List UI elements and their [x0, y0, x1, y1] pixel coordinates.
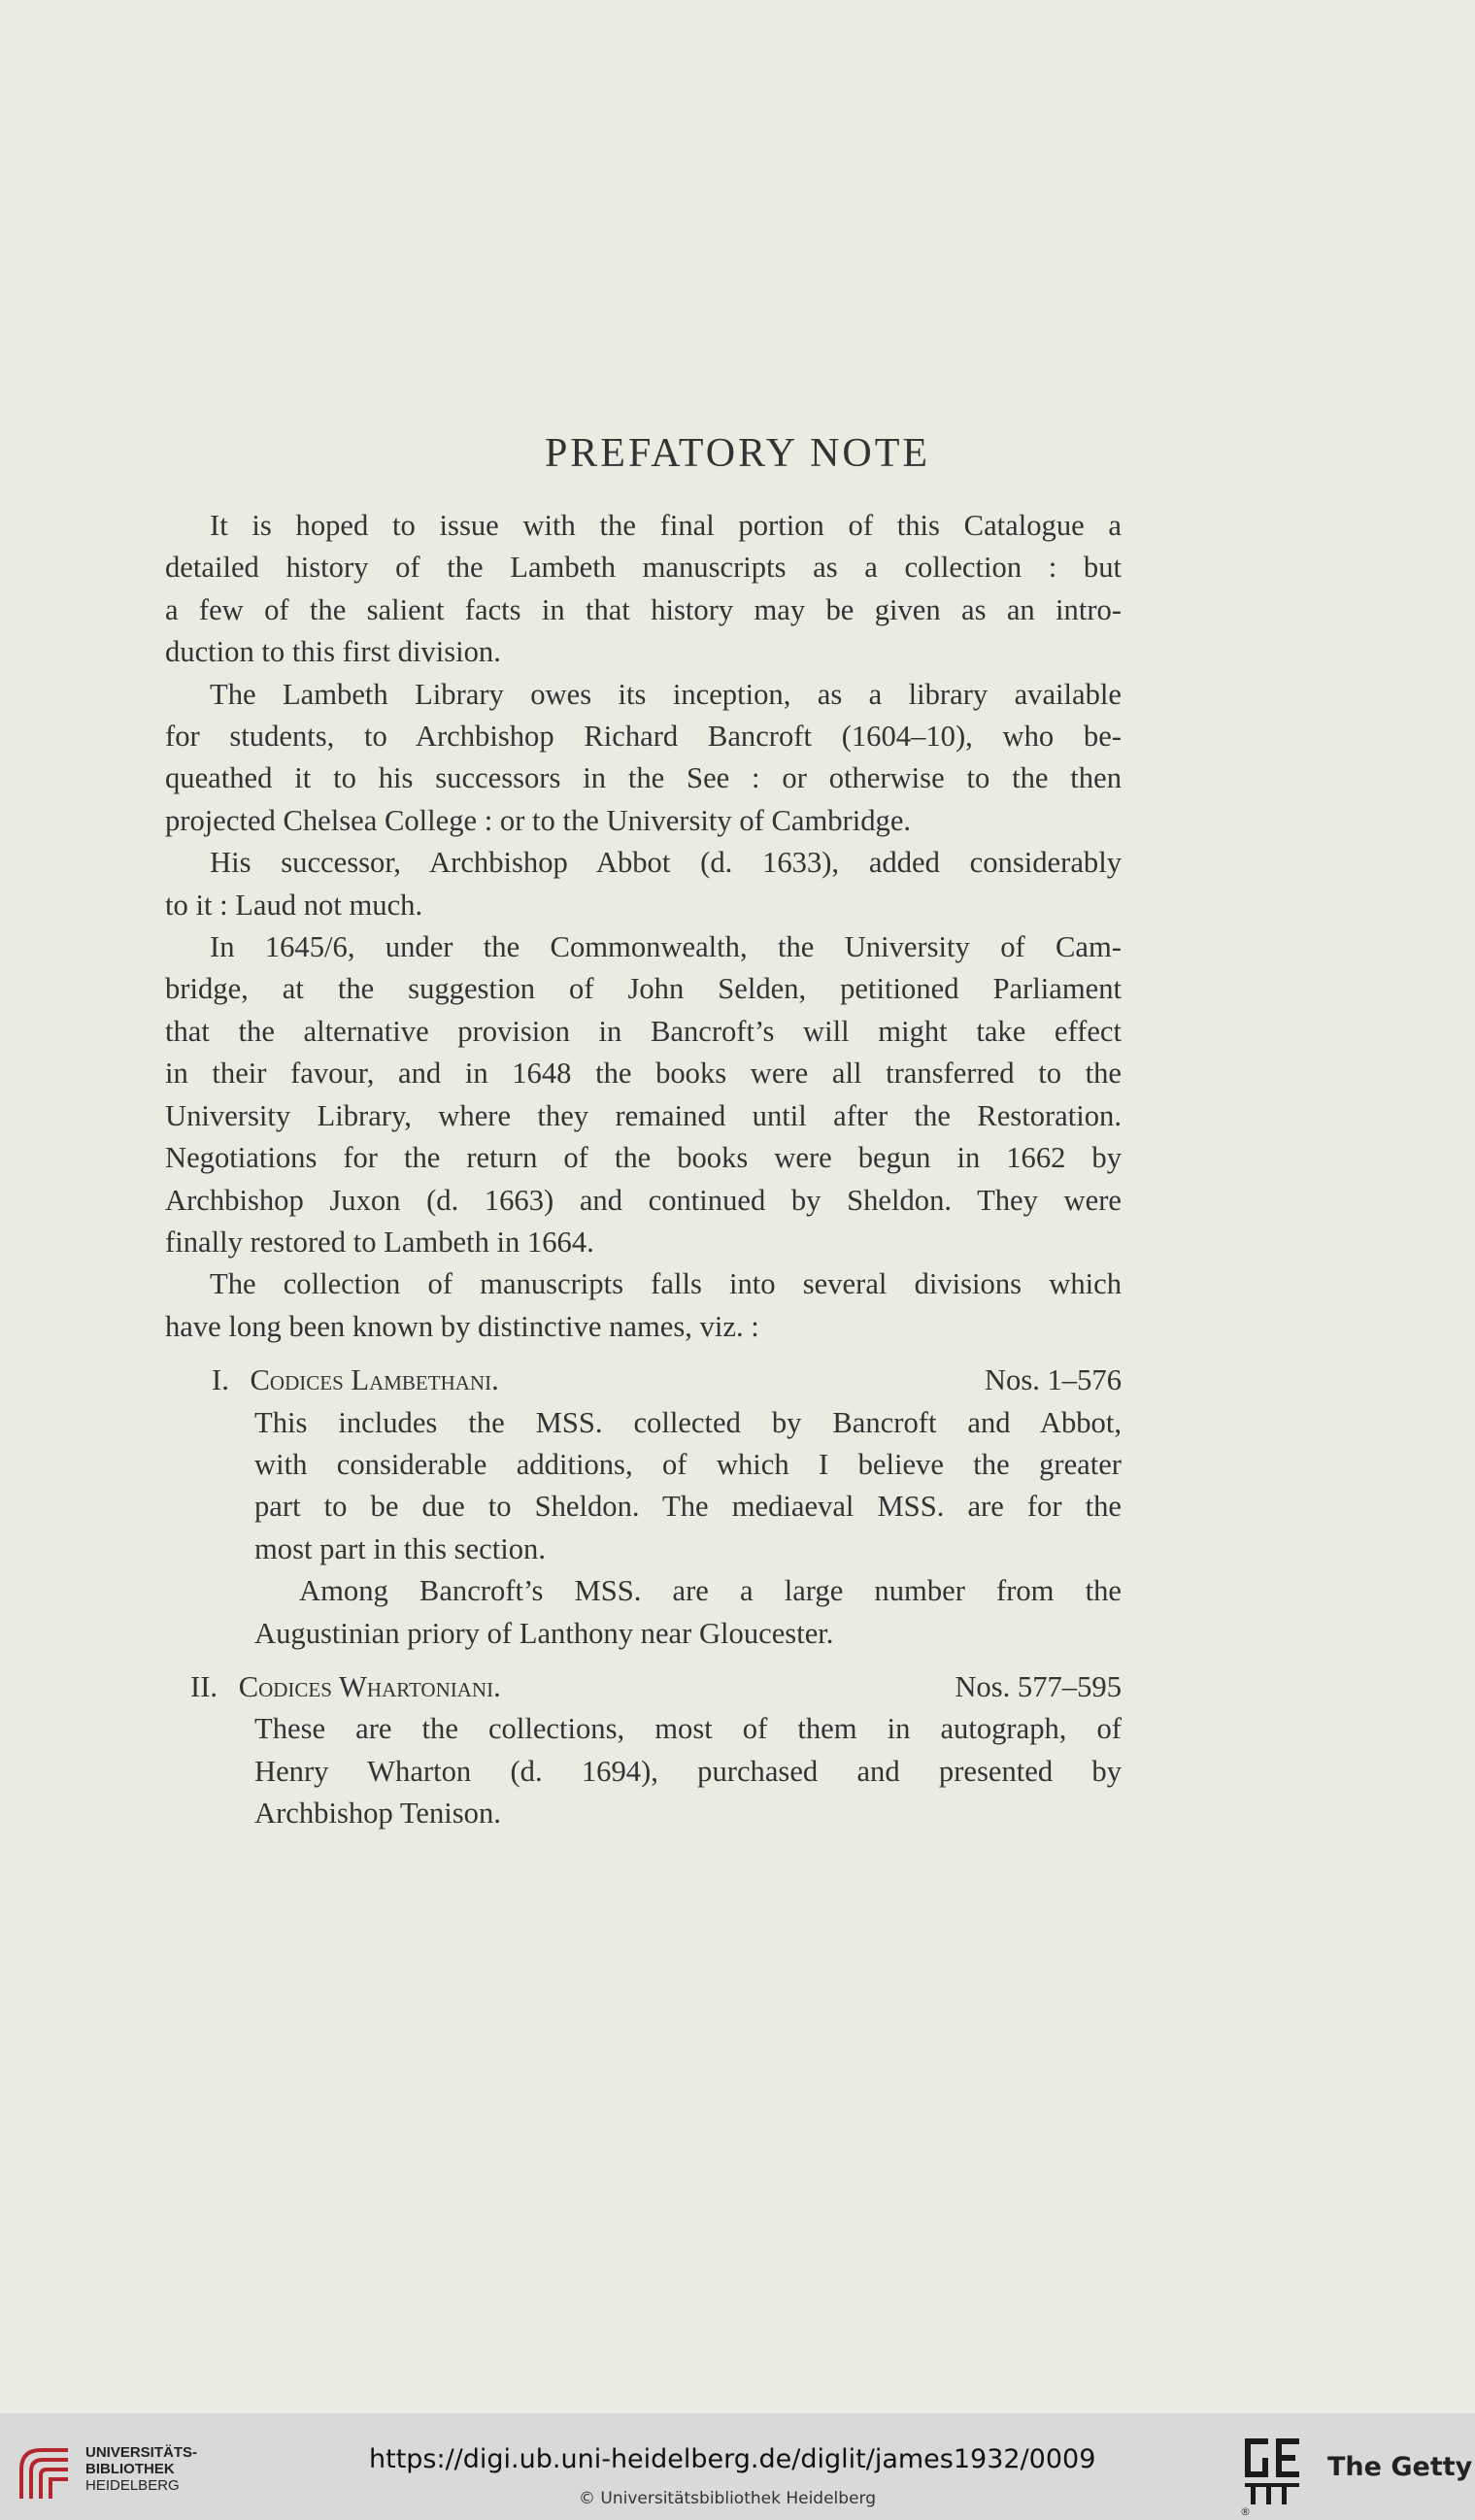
- text-line: In 1645/6, under the Commonwealth, the University of Cam-: [210, 930, 1122, 964]
- text-line: Archbishop Juxon (d. 1663) and continued by Sheldon. They were: [165, 1183, 1122, 1217]
- entry-numeral: I.: [212, 1363, 229, 1397]
- document-url-link[interactable]: https://digi.ub.uni-heidelberg.de/diglit/james1932/0009: [369, 2444, 1096, 2474]
- text-line: a few of the salient facts in that history may be given as an intro-: [165, 592, 1122, 626]
- text-line: for students, to Archbishop Richard Bancroft (1604–10), who be-: [165, 720, 1122, 754]
- entry-numeral: II.: [190, 1669, 218, 1703]
- entry-codices-whartoniani: [165, 1666, 1122, 1835]
- text-line: projected Chelsea College : or to the University of Cambridge.: [165, 803, 912, 837]
- text-line: queathed it to his successors in the See : or otherwise to the then: [165, 761, 1122, 795]
- entry-range: Nos. 577–595: [955, 1669, 1122, 1703]
- page-title: PREFATORY NOTE: [544, 431, 931, 476]
- text-line: Negotiations for the return of the books were begun in 1662 by: [165, 1141, 1122, 1175]
- library-name-line: BIBLIOTHEK: [85, 2461, 175, 2477]
- text-line: finally restored to Lambeth in 1664.: [165, 1225, 594, 1259]
- text-line: duction to this first division.: [165, 635, 501, 669]
- entry-heading: [165, 1666, 1122, 1708]
- university-library-logo-icon: [14, 2442, 74, 2503]
- text-line: Archbishop Tenison.: [254, 1797, 501, 1831]
- library-name-line: UNIVERSITÄTS-: [85, 2444, 198, 2461]
- paragraph-2: [165, 674, 1122, 843]
- text-line: His successor, Archbishop Abbot (d. 1633), added considerably: [210, 846, 1122, 880]
- text-line: The Lambeth Library owes its inception, as a library available: [210, 677, 1122, 711]
- text-line: Among Bancroft’s MSS. are a large number from the: [299, 1574, 1122, 1608]
- text-line: have long been known by distinctive names, viz. :: [165, 1309, 759, 1343]
- text-line: to it : Laud not much.: [165, 888, 423, 922]
- text-line: University Library, where they remained until after the Restoration.: [165, 1098, 1122, 1132]
- text-line: This includes the MSS. collected by Bancroft and Abbot,: [254, 1405, 1122, 1439]
- paragraph-4: [165, 926, 1122, 1263]
- library-name: [85, 2444, 197, 2494]
- entry-name: Codices Lambethani.: [250, 1363, 499, 1397]
- text-line: Augustinian priory of Lanthony near Gloucester.: [254, 1616, 834, 1650]
- getty-logo-icon: [1241, 2435, 1305, 2506]
- text-line: These are the collections, most of them in autograph, of: [254, 1712, 1122, 1746]
- text-line: detailed history of the Lambeth manuscripts as a collection : but: [165, 551, 1122, 585]
- text-line: bridge, at the suggestion of John Selden, petitioned Parliament: [165, 972, 1122, 1006]
- getty-label: The Getty: [1327, 2452, 1473, 2482]
- footer-bar: [0, 2413, 1475, 2520]
- library-name-line: HEIDELBERG: [85, 2477, 180, 2494]
- text-line: with considerable additions, of which I believe the greater: [254, 1447, 1122, 1481]
- registered-mark: ®: [1240, 2505, 1251, 2518]
- paragraph-3: [165, 842, 1122, 926]
- entry-name: Codices Whartoniani.: [238, 1669, 501, 1703]
- document-body: [165, 505, 1122, 1835]
- text-line: It is hoped to issue with the final portion of this Catalogue a: [210, 509, 1122, 542]
- text-line: most part in this section.: [254, 1531, 546, 1565]
- entry-codices-lambethani: [165, 1360, 1122, 1655]
- text-line: part to be due to Sheldon. The mediaeval MSS. are for the: [254, 1490, 1122, 1524]
- paragraph-5: [165, 1263, 1122, 1348]
- copyright-notice: © Universitätsbibliothek Heidelberg: [579, 2489, 877, 2508]
- entry-heading: [165, 1360, 1122, 1401]
- paragraph-1: [165, 505, 1122, 674]
- text-line: in their favour, and in 1648 the books were all transferred to the: [165, 1057, 1122, 1091]
- text-line: Henry Wharton (d. 1694), purchased and presented by: [254, 1754, 1122, 1788]
- entry-range: Nos. 1–576: [984, 1363, 1122, 1397]
- text-line: The collection of manuscripts falls into several divisions which: [210, 1267, 1122, 1301]
- text-line: that the alternative provision in Bancroft’s will might take effect: [165, 1014, 1122, 1048]
